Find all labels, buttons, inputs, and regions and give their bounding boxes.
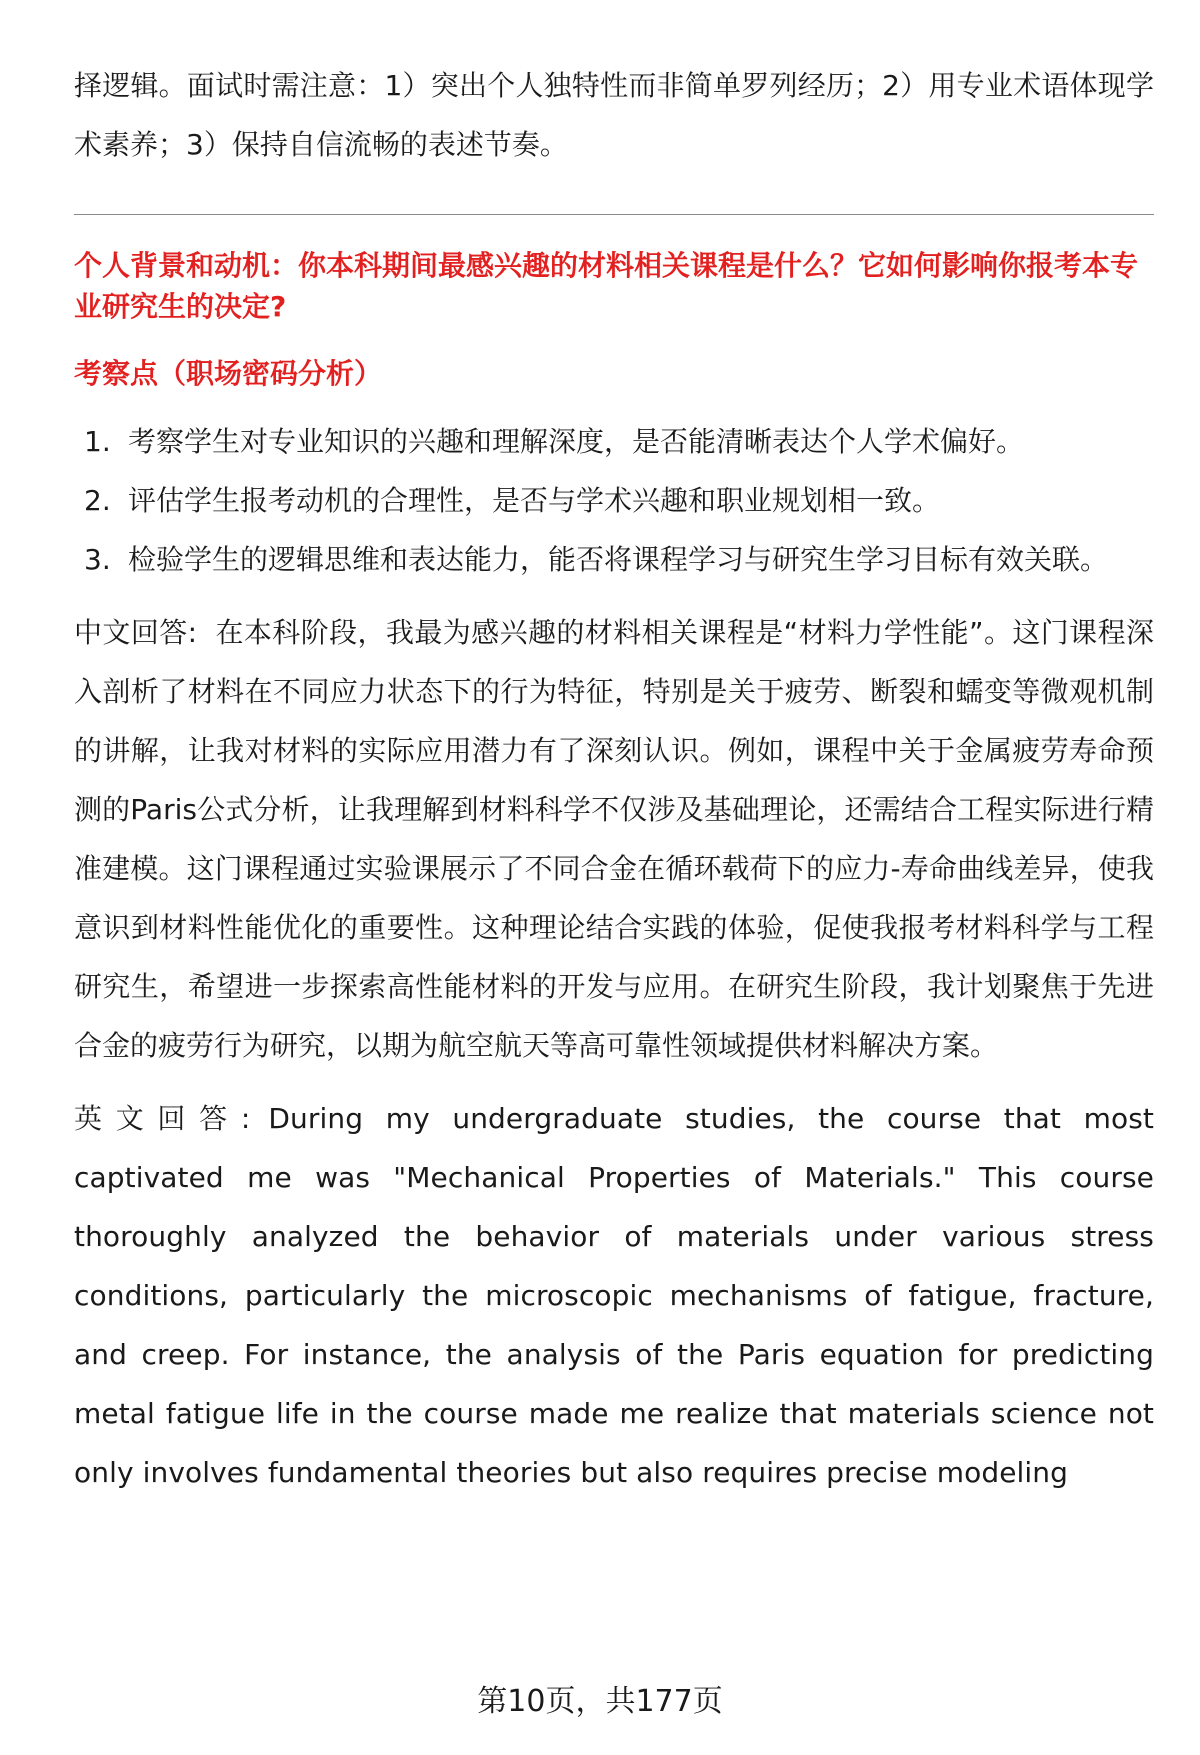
list-item-number: 2. [84, 484, 111, 517]
english-answer [74, 1089, 1154, 1502]
page-number-footer: 第10页，共177页 [477, 1684, 723, 1719]
list-item-number: 1. [84, 425, 111, 458]
chinese-answer-label: 中文回答: [74, 616, 198, 649]
chinese-answer [74, 603, 1154, 1075]
list-item-text: 评估学生报考动机的合理性，是否与学术兴趣和职业规划相一致。 [128, 484, 941, 517]
list-item [74, 471, 1154, 530]
section-divider [74, 214, 1154, 215]
list-item [74, 412, 1154, 471]
english-answer-text: During my undergraduate studies, the course that most captivated me was "Mechanical Properties of Materials." This course thoroughly analyzed the behavior of materials under various stress conditions, particularly the microscopic mechanisms of fatigue, fracture, and creep. For instance, the analysis of the Paris equation for predicting metal fatigue life in the course made me realize that materials science not only involves fundamental theories but also requires precise modeling [74, 1102, 1154, 1489]
list-item-text: 检验学生的逻辑思维和表达能力，能否将课程学习与研究生学习目标有效关联。 [128, 543, 1109, 576]
assessment-points-list [74, 412, 1154, 589]
assessment-points-heading: 考察点（职场密码分析） [74, 357, 383, 390]
english-answer-label: 英文回答: [74, 1102, 251, 1135]
list-item-number: 3. [84, 543, 111, 576]
intro-continuation: 择逻辑。面试时需注意：1）突出个人独特性而非简单罗列经历；2）用专业术语体现学术素养；3）保持自信流畅的表述节奏。 [74, 69, 1154, 161]
list-item [74, 530, 1154, 589]
chinese-answer-text: 在本科阶段，我最为感兴趣的材料相关课程是“材料力学性能”。这门课程深入剖析了材料在不同应力状态下的行为特征，特别是关于疲劳、断裂和蠕变等微观机制的讲解，让我对材料的实际应用潜力有了深刻认识。例如，课程中关于金属疲劳寿命预测的Paris公式分析，让我理解到材料科学不仅涉及基础理论，还需结合工程实际进行精准建模。这门课程通过实验课展示了不同合金在循环载荷下的应力-寿命曲线差异，使我意识到材料性能优化的重要性。这种理论结合实践的体验，促使我报考材料科学与工程研究生，希望进一步探索高性能材料的开发与应用。在研究生阶段，我计划聚焦于先进合金的疲劳行为研究，以期为航空航天等高可靠性领域提供材料解决方案。 [74, 616, 1155, 1062]
page-content [74, 56, 1154, 1502]
list-item-text: 考察学生对专业知识的兴趣和理解深度，是否能清晰表达个人学术偏好。 [128, 425, 1025, 458]
question-heading: 个人背景和动机：你本科期间最感兴趣的材料相关课程是什么？它如何影响你报考本专业研究生的决定? [74, 249, 1139, 323]
